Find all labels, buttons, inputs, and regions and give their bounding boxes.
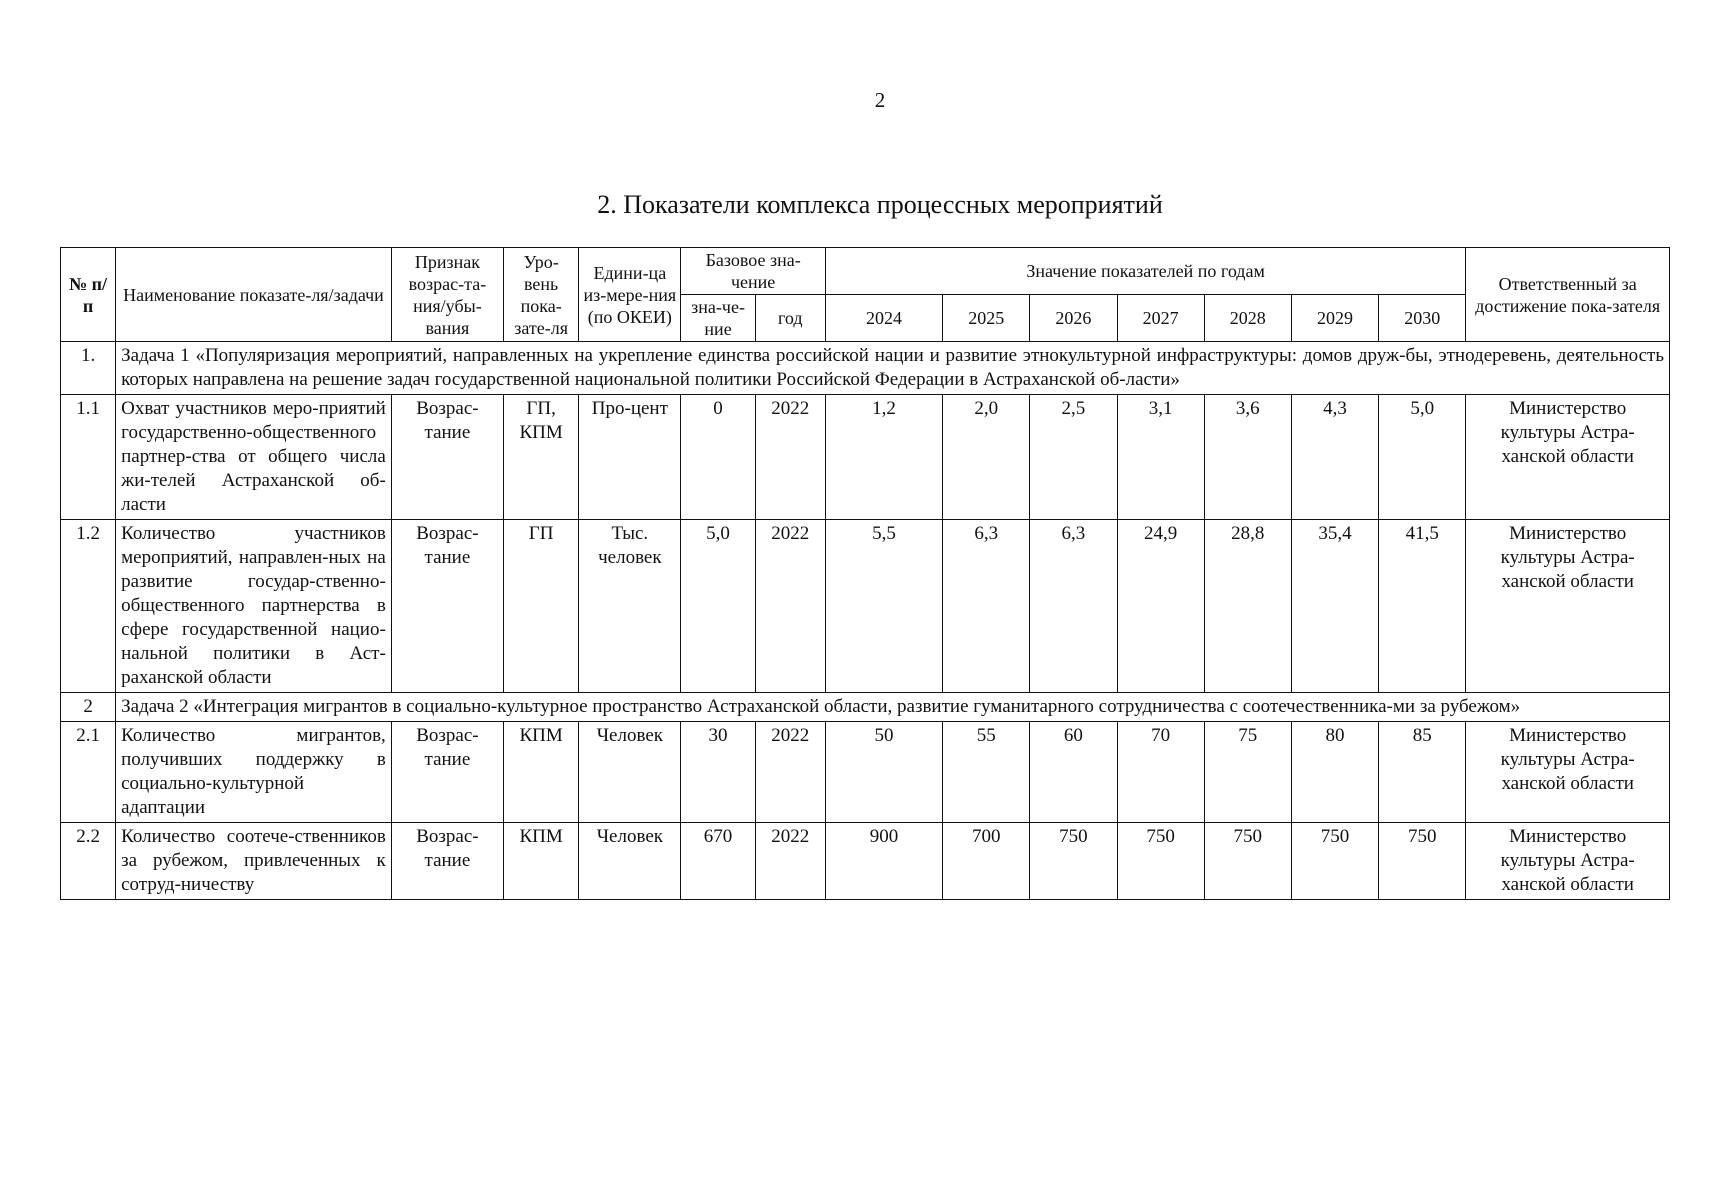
header-base-year: год xyxy=(755,295,825,342)
header-year: 2029 xyxy=(1291,295,1378,342)
year-value: 55 xyxy=(943,722,1030,823)
indicator-trend: Возрас-тание xyxy=(391,823,503,900)
year-value: 6,3 xyxy=(1030,520,1117,693)
year-value: 750 xyxy=(1117,823,1204,900)
year-value: 75 xyxy=(1204,722,1291,823)
year-value: 2,0 xyxy=(943,395,1030,520)
indicator-name: Охват участников меро-приятий государственно-общественного партнер-ства от общего числа жи-телей Астраханской об-ласти xyxy=(116,395,392,520)
indicator-name: Количество мигрантов, получивших поддержку в социально-культурной адаптации xyxy=(116,722,392,823)
base-year: 2022 xyxy=(755,722,825,823)
year-value: 4,3 xyxy=(1291,395,1378,520)
indicator-unit: Человек xyxy=(579,722,681,823)
year-value: 60 xyxy=(1030,722,1117,823)
year-value: 6,3 xyxy=(943,520,1030,693)
base-year: 2022 xyxy=(755,823,825,900)
header-base: Базовое зна-чение xyxy=(681,248,825,295)
table-row xyxy=(61,520,1670,693)
header-year: 2027 xyxy=(1117,295,1204,342)
responsible: Министерство культуры Астра-ханской области xyxy=(1466,722,1670,823)
row-num: 1.2 xyxy=(61,520,116,693)
task-text: Задача 1 «Популяризация мероприятий, направленных на укрепление единства российской нации и развитие этнокультурной инфраструктуры: домов друж-бы, этнодеревень, деятельность которых направлена на решение задач государственной национальной политики Российской Федерации в Астраханской об-ласти» xyxy=(116,342,1670,395)
task-text: Задача 2 «Интеграция мигрантов в социально-культурное пространство Астраханской области, развитие гуманитарного сотрудничества с соотечественника-ми за рубежом» xyxy=(116,693,1670,722)
year-value: 750 xyxy=(1379,823,1466,900)
row-num: 2.2 xyxy=(61,823,116,900)
header-row-1 xyxy=(61,248,1670,295)
base-value: 0 xyxy=(681,395,755,520)
indicator-level: ГП, КПМ xyxy=(504,395,579,520)
indicator-name: Количество соотече-ственников за рубежом, привлеченных к сотруд-ничеству xyxy=(116,823,392,900)
year-value: 2,5 xyxy=(1030,395,1117,520)
header-level: Уро-вень пока-зате-ля xyxy=(504,248,579,342)
indicator-level: ГП xyxy=(504,520,579,693)
responsible: Министерство культуры Астра-ханской области xyxy=(1466,395,1670,520)
base-year: 2022 xyxy=(755,520,825,693)
table-row xyxy=(61,823,1670,900)
header-unit: Едини-ца из-мере-ния (по ОКЕИ) xyxy=(579,248,681,342)
table-row xyxy=(61,722,1670,823)
indicators-table xyxy=(60,247,1670,900)
year-value: 1,2 xyxy=(825,395,942,520)
indicator-trend: Возрас-тание xyxy=(391,722,503,823)
year-value: 28,8 xyxy=(1204,520,1291,693)
year-value: 3,1 xyxy=(1117,395,1204,520)
indicator-unit: Человек xyxy=(579,823,681,900)
year-value: 80 xyxy=(1291,722,1378,823)
table-row xyxy=(61,395,1670,520)
year-value: 50 xyxy=(825,722,942,823)
indicator-unit: Про-цент xyxy=(579,395,681,520)
header-num: № п/п xyxy=(61,248,116,342)
row-num: 1.1 xyxy=(61,395,116,520)
year-value: 750 xyxy=(1204,823,1291,900)
header-responsible: Ответственный за достижение пока-зателя xyxy=(1466,248,1670,342)
header-year: 2026 xyxy=(1030,295,1117,342)
responsible: Министерство культуры Астра-ханской области xyxy=(1466,823,1670,900)
year-value: 750 xyxy=(1030,823,1117,900)
task-row xyxy=(61,693,1670,722)
header-year: 2028 xyxy=(1204,295,1291,342)
page-number: 2 xyxy=(874,88,886,112)
task-row xyxy=(61,342,1670,395)
year-value: 24,9 xyxy=(1117,520,1204,693)
indicator-level: КПМ xyxy=(504,823,579,900)
header-name: Наименование показате-ля/задачи xyxy=(116,248,392,342)
task-num: 1. xyxy=(61,342,116,395)
indicator-unit: Тыс. человек xyxy=(579,520,681,693)
base-value: 5,0 xyxy=(681,520,755,693)
base-value: 30 xyxy=(681,722,755,823)
year-value: 900 xyxy=(825,823,942,900)
year-value: 750 xyxy=(1291,823,1378,900)
year-value: 41,5 xyxy=(1379,520,1466,693)
base-year: 2022 xyxy=(755,395,825,520)
header-base-value: зна-че-ние xyxy=(681,295,755,342)
header-years-group: Значение показателей по годам xyxy=(825,248,1466,295)
year-value: 85 xyxy=(1379,722,1466,823)
header-trend: Признак возрас-та-ния/убы-вания xyxy=(391,248,503,342)
row-num: 2.1 xyxy=(61,722,116,823)
base-value: 670 xyxy=(681,823,755,900)
indicator-trend: Возрас-тание xyxy=(391,395,503,520)
task-num: 2 xyxy=(61,693,116,722)
header-year: 2030 xyxy=(1379,295,1466,342)
document-title: 2. Показатели комплекса процессных мероприятий xyxy=(597,190,1163,219)
indicator-level: КПМ xyxy=(504,722,579,823)
year-value: 35,4 xyxy=(1291,520,1378,693)
year-value: 5,5 xyxy=(825,520,942,693)
responsible: Министерство культуры Астра-ханской области xyxy=(1466,520,1670,693)
indicator-trend: Возрас-тание xyxy=(391,520,503,693)
year-value: 70 xyxy=(1117,722,1204,823)
year-value: 3,6 xyxy=(1204,395,1291,520)
year-value: 700 xyxy=(943,823,1030,900)
year-value: 5,0 xyxy=(1379,395,1466,520)
indicator-name: Количество участников мероприятий, направлен-ных на развитие государ-ственно-общественного партнерства в сфере государственной нацио-нальной политики в Аст-раханской области xyxy=(116,520,392,693)
header-year: 2025 xyxy=(943,295,1030,342)
header-year: 2024 xyxy=(825,295,942,342)
